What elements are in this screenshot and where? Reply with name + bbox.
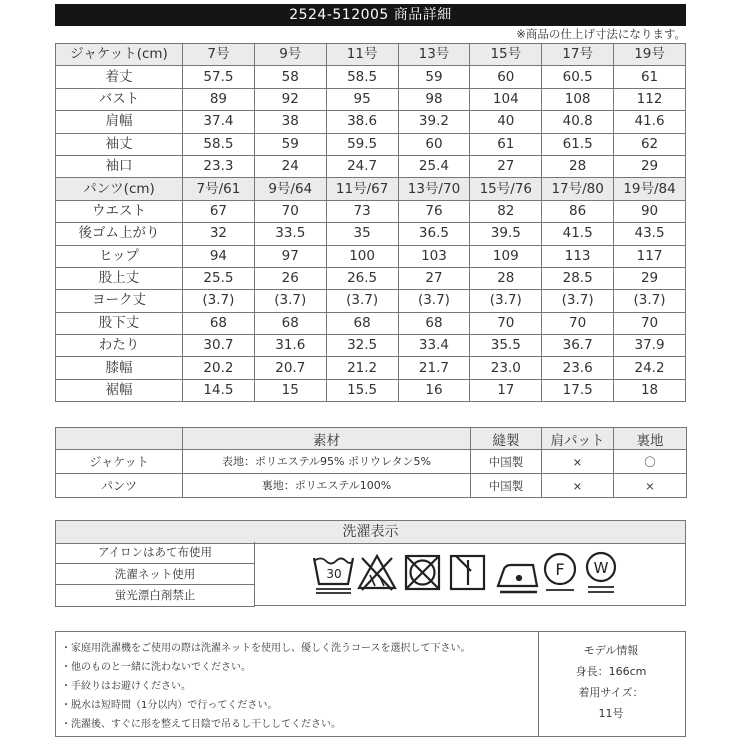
no-bleach-icon <box>359 556 395 590</box>
size-value: 38.6 <box>326 111 398 133</box>
pants-row <box>56 223 686 245</box>
size-value: 41.5 <box>542 223 614 245</box>
row-label: 着丈 <box>56 66 183 88</box>
size-value: (3.7) <box>326 290 398 312</box>
size-header: 13号/70 <box>398 178 470 200</box>
size-value: (3.7) <box>542 290 614 312</box>
sewing-jacket: 中国製 <box>471 450 542 474</box>
row-label: 袖口 <box>56 155 183 177</box>
pants-row <box>56 245 686 267</box>
row-label: 裾幅 <box>56 379 183 401</box>
size-value: 39.2 <box>398 111 470 133</box>
size-value: 24.7 <box>326 155 398 177</box>
size-value: 15.5 <box>326 379 398 401</box>
model-info <box>537 631 686 737</box>
size-value: 28 <box>542 155 614 177</box>
size-header: 19号 <box>614 44 686 66</box>
material-header-blank <box>56 428 183 450</box>
row-label: ヨーク丈 <box>56 290 183 312</box>
material-header-lining: 裏地 <box>614 428 687 450</box>
washing-item: アイロンはあて布使用 <box>56 542 255 564</box>
size-value: 27 <box>470 155 542 177</box>
page-title: 2524-512005 商品詳細 <box>55 4 686 26</box>
size-value: 23.6 <box>542 357 614 379</box>
pants-row <box>56 267 686 289</box>
size-value: 25.4 <box>398 155 470 177</box>
washing-item: 蛍光漂白剤禁止 <box>56 585 255 607</box>
fabric-line-2: 裏地：ポリエステル100% <box>183 474 471 498</box>
jacket-row <box>56 155 686 177</box>
pants-row <box>56 312 686 334</box>
row-label: 後ゴム上がり <box>56 223 183 245</box>
size-value: 58 <box>254 66 326 88</box>
size-value: (3.7) <box>254 290 326 312</box>
size-value: 37.4 <box>183 111 255 133</box>
dry-clean-letter: F <box>555 560 565 579</box>
size-header: 19号/84 <box>614 178 686 200</box>
size-value: 60 <box>398 133 470 155</box>
row-label: 肩幅 <box>56 111 183 133</box>
lining-jacket: 〇 <box>614 450 687 474</box>
size-header: 17号/80 <box>542 178 614 200</box>
size-value: 17.5 <box>542 379 614 401</box>
row-label: 股下丈 <box>56 312 183 334</box>
shoulder-pad-pants: × <box>542 474 614 498</box>
material-row-jacket <box>56 450 687 474</box>
jacket-row <box>56 111 686 133</box>
iron-low-icon <box>498 565 537 592</box>
size-value: 57.5 <box>183 66 255 88</box>
care-note: ・脱水は短時間（1分以内）で行ってください。 <box>61 700 278 711</box>
material-header-shoulder-pad: 肩パット <box>542 428 614 450</box>
model-size: 11号 <box>598 707 624 720</box>
size-value: 17 <box>470 379 542 401</box>
size-value: 68 <box>183 312 255 334</box>
jacket-header-label: ジャケット(cm) <box>56 44 183 66</box>
size-value: 21.7 <box>398 357 470 379</box>
size-value: 61.5 <box>542 133 614 155</box>
size-value: 38 <box>254 111 326 133</box>
size-value: 31.6 <box>254 335 326 357</box>
size-value: 35 <box>326 223 398 245</box>
row-label: わたり <box>56 335 183 357</box>
size-value: 98 <box>398 88 470 110</box>
size-header: 9号 <box>254 44 326 66</box>
size-header: 11号/67 <box>326 178 398 200</box>
size-value: 32.5 <box>326 335 398 357</box>
care-notes <box>55 631 539 737</box>
size-value: 94 <box>183 245 255 267</box>
material-header-row <box>56 428 687 450</box>
pants-row <box>56 200 686 222</box>
pants-row <box>56 290 686 312</box>
size-value: 70 <box>470 312 542 334</box>
size-value: 97 <box>254 245 326 267</box>
size-value: 27 <box>398 267 470 289</box>
size-value: 70 <box>542 312 614 334</box>
shoulder-pad-jacket: × <box>542 450 614 474</box>
size-value: 95 <box>326 88 398 110</box>
size-value: 37.9 <box>614 335 686 357</box>
size-value: (3.7) <box>398 290 470 312</box>
size-value: 36.7 <box>542 335 614 357</box>
material-row-pants <box>56 474 687 498</box>
wet-clean-letter: W <box>593 559 609 577</box>
size-value: 60.5 <box>542 66 614 88</box>
size-value: 28 <box>470 267 542 289</box>
pants-header-row <box>56 178 686 200</box>
size-value: 68 <box>326 312 398 334</box>
size-value: 90 <box>614 200 686 222</box>
care-note: ・家庭用洗濯機をご使用の際は洗濯ネットを使用し、優しく洗うコースを選択して下さい。 <box>61 643 471 654</box>
jacket-row <box>56 88 686 110</box>
size-value: 70 <box>254 200 326 222</box>
material-table <box>55 427 687 498</box>
size-value: 58.5 <box>183 133 255 155</box>
wash-30-gentle-icon <box>314 558 353 593</box>
material-label-jacket: ジャケット <box>56 450 183 474</box>
row-label: バスト <box>56 88 183 110</box>
size-value: 23.3 <box>183 155 255 177</box>
wet-clean-w-icon <box>587 553 615 592</box>
size-value: 43.5 <box>614 223 686 245</box>
washing-instructions <box>55 542 255 607</box>
size-value: 23.0 <box>470 357 542 379</box>
size-value: 58.5 <box>326 66 398 88</box>
size-value: 40.8 <box>542 111 614 133</box>
size-value: 61 <box>470 133 542 155</box>
line-dry-icon <box>451 556 484 589</box>
size-header: 17号 <box>542 44 614 66</box>
size-value: 39.5 <box>470 223 542 245</box>
model-size-label: 着用サイズ： <box>578 686 644 699</box>
size-value: 20.2 <box>183 357 255 379</box>
sewing-pants: 中国製 <box>471 474 542 498</box>
size-value: 62 <box>614 133 686 155</box>
size-value: 73 <box>326 200 398 222</box>
jacket-row <box>56 66 686 88</box>
size-value: (3.7) <box>470 290 542 312</box>
care-note: ・手絞りはお避けください。 <box>61 681 191 692</box>
size-value: 24.2 <box>614 357 686 379</box>
care-symbols <box>254 542 686 606</box>
size-header: 11号 <box>326 44 398 66</box>
size-value: 40 <box>470 111 542 133</box>
size-value: 67 <box>183 200 255 222</box>
size-value: 32 <box>183 223 255 245</box>
material-header-fabric: 素材 <box>183 428 471 450</box>
no-tumble-dry-icon <box>406 556 439 589</box>
size-value: 100 <box>326 245 398 267</box>
size-value: 68 <box>398 312 470 334</box>
size-header: 7号 <box>183 44 255 66</box>
row-label: 袖丈 <box>56 133 183 155</box>
size-value: 25.5 <box>183 267 255 289</box>
size-value: 59.5 <box>326 133 398 155</box>
washing-item: 洗濯ネット使用 <box>56 564 255 586</box>
size-value: (3.7) <box>614 290 686 312</box>
size-value: 26 <box>254 267 326 289</box>
size-header: 9号/64 <box>254 178 326 200</box>
size-value: 18 <box>614 379 686 401</box>
jacket-header-row <box>56 44 686 66</box>
size-table <box>55 43 686 402</box>
size-value: 76 <box>398 200 470 222</box>
row-label: 股上丈 <box>56 267 183 289</box>
size-value: 108 <box>542 88 614 110</box>
pants-header-label: パンツ(cm) <box>56 178 183 200</box>
size-value: 60 <box>470 66 542 88</box>
model-height: 身長：166cm <box>575 665 647 678</box>
lining-pants: × <box>614 474 687 498</box>
size-value: 109 <box>470 245 542 267</box>
size-value: 68 <box>254 312 326 334</box>
size-value: 33.5 <box>254 223 326 245</box>
size-header: 15号/76 <box>470 178 542 200</box>
size-value: 16 <box>398 379 470 401</box>
row-label: ウエスト <box>56 200 183 222</box>
size-value: 26.5 <box>326 267 398 289</box>
size-value: 41.6 <box>614 111 686 133</box>
care-note: ・他のものと一緒に洗わないでください。 <box>61 662 251 673</box>
dimension-note: ※商品の仕上げ寸法になります。 <box>516 27 686 41</box>
size-value: 117 <box>614 245 686 267</box>
size-value: 35.5 <box>470 335 542 357</box>
size-value: 104 <box>470 88 542 110</box>
size-value: 20.7 <box>254 357 326 379</box>
size-value: 30.7 <box>183 335 255 357</box>
pants-row <box>56 335 686 357</box>
size-header: 15号 <box>470 44 542 66</box>
size-value: 103 <box>398 245 470 267</box>
size-value: 28.5 <box>542 267 614 289</box>
size-value: 24 <box>254 155 326 177</box>
size-value: 29 <box>614 267 686 289</box>
size-value: 59 <box>398 66 470 88</box>
size-value: 61 <box>614 66 686 88</box>
size-value: 82 <box>470 200 542 222</box>
fabric-line-1: 表地：ポリエステル95% ポリウレタン5% <box>183 450 471 474</box>
size-value: 92 <box>254 88 326 110</box>
size-value: 33.4 <box>398 335 470 357</box>
size-value: 15 <box>254 379 326 401</box>
material-header-sewing: 縫製 <box>471 428 542 450</box>
size-value: 59 <box>254 133 326 155</box>
size-value: 36.5 <box>398 223 470 245</box>
size-value: 89 <box>183 88 255 110</box>
material-label-pants: パンツ <box>56 474 183 498</box>
care-note: ・洗濯後、すぐに形を整えて日陰で吊るし干ししてください。 <box>61 719 341 730</box>
model-title: モデル情報 <box>583 644 639 657</box>
washing-title: 洗濯表示 <box>55 520 686 544</box>
row-label: ヒップ <box>56 245 183 267</box>
wash-temp-label: 30 <box>326 567 342 581</box>
size-header: 7号/61 <box>183 178 255 200</box>
size-value: 14.5 <box>183 379 255 401</box>
jacket-row <box>56 133 686 155</box>
dry-clean-f-icon <box>545 554 575 590</box>
size-value: 70 <box>614 312 686 334</box>
pants-row <box>56 357 686 379</box>
size-value: 113 <box>542 245 614 267</box>
size-value: (3.7) <box>183 290 255 312</box>
row-label: 膝幅 <box>56 357 183 379</box>
size-value: 29 <box>614 155 686 177</box>
size-value: 86 <box>542 200 614 222</box>
size-value: 21.2 <box>326 357 398 379</box>
size-value: 112 <box>614 88 686 110</box>
pants-row <box>56 379 686 401</box>
size-header: 13号 <box>398 44 470 66</box>
